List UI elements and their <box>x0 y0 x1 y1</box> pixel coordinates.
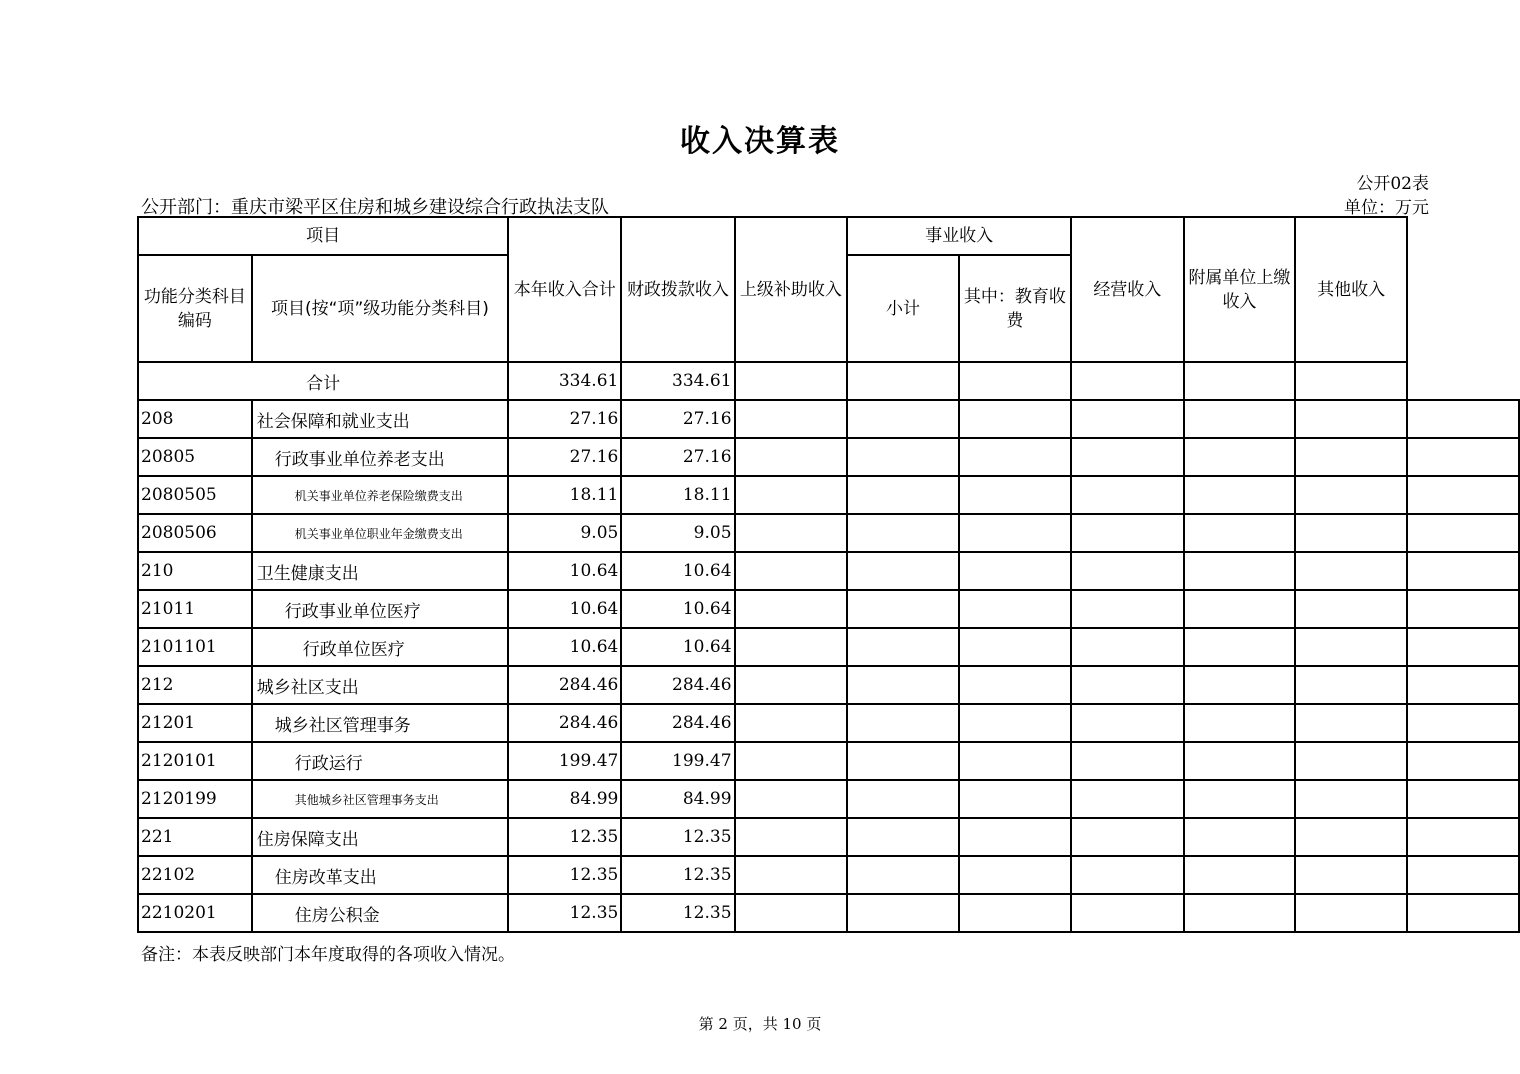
empty-cell <box>1071 514 1184 552</box>
empty-cell <box>1295 628 1407 666</box>
empty-cell <box>735 552 848 590</box>
empty-cell <box>959 400 1071 438</box>
row-fiscal: 10.64 <box>621 628 734 666</box>
page-title: 收入决算表 <box>680 124 840 159</box>
empty-cell <box>847 552 959 590</box>
empty-cell <box>1407 894 1519 932</box>
table-row <box>138 704 1519 742</box>
header-other: 其他收入 <box>1295 217 1407 362</box>
empty-cell <box>847 400 959 438</box>
empty-cell <box>1407 590 1519 628</box>
empty-cell <box>1071 666 1184 704</box>
empty-cell <box>1295 780 1407 818</box>
row-fiscal: 27.16 <box>621 400 734 438</box>
empty-cell <box>735 742 848 780</box>
row-name: 城乡社区管理事务 <box>252 704 508 742</box>
empty-cell <box>1295 400 1407 438</box>
empty-cell <box>1407 514 1519 552</box>
empty-cell <box>1184 856 1296 894</box>
empty-cell <box>847 438 959 476</box>
empty-cell <box>847 590 959 628</box>
row-code: 2080506 <box>138 514 252 552</box>
row-total: 284.46 <box>508 704 621 742</box>
unit-label: 单位：万元 <box>1344 198 1429 218</box>
page-footer: 第 2 页，共 10 页 <box>698 1015 822 1033</box>
row-code: 2210201 <box>138 894 252 932</box>
empty-cell <box>1071 476 1184 514</box>
table-row <box>138 552 1519 590</box>
row-name: 行政运行 <box>252 742 508 780</box>
table-row <box>138 818 1519 856</box>
row-fiscal: 284.46 <box>621 704 734 742</box>
header-affiliated: 附属单位上缴收入 <box>1184 217 1296 362</box>
table-note: 备注：本表反映部门本年度取得的各项收入情况。 <box>141 945 515 965</box>
row-fiscal: 12.35 <box>621 856 734 894</box>
empty-cell <box>1407 780 1519 818</box>
empty-cell <box>959 894 1071 932</box>
row-total: 12.35 <box>508 894 621 932</box>
table-row <box>138 400 1519 438</box>
empty-cell <box>847 894 959 932</box>
row-code: 2080505 <box>138 476 252 514</box>
empty-cell <box>1071 362 1184 400</box>
empty-cell <box>1184 666 1296 704</box>
total-row-label: 合计 <box>138 362 508 400</box>
row-name: 卫生健康支出 <box>252 552 508 590</box>
empty-cell <box>1071 742 1184 780</box>
row-fiscal: 284.46 <box>621 666 734 704</box>
row-name: 行政事业单位养老支出 <box>252 438 508 476</box>
table-row <box>138 628 1519 666</box>
row-code: 208 <box>138 400 252 438</box>
table-row <box>138 894 1519 932</box>
empty-cell <box>1407 704 1519 742</box>
empty-cell <box>1184 476 1296 514</box>
empty-cell <box>1071 590 1184 628</box>
empty-cell <box>1295 476 1407 514</box>
row-fiscal: 12.35 <box>621 818 734 856</box>
empty-cell <box>1071 818 1184 856</box>
table-row <box>138 856 1519 894</box>
header-operating: 经营收入 <box>1071 217 1184 362</box>
empty-cell <box>735 362 848 400</box>
empty-cell <box>735 476 848 514</box>
empty-cell <box>735 818 848 856</box>
empty-cell <box>1071 894 1184 932</box>
row-fiscal: 27.16 <box>621 438 734 476</box>
empty-cell <box>1184 704 1296 742</box>
row-total: 84.99 <box>508 780 621 818</box>
empty-cell <box>847 780 959 818</box>
empty-cell <box>735 666 848 704</box>
header-item: 项目 <box>138 217 508 255</box>
empty-cell <box>1071 552 1184 590</box>
empty-cell <box>1184 894 1296 932</box>
empty-cell <box>847 742 959 780</box>
row-total: 27.16 <box>508 400 621 438</box>
row-fiscal: 199.47 <box>621 742 734 780</box>
empty-cell <box>1295 552 1407 590</box>
table-row <box>138 742 1519 780</box>
header-fiscal: 财政拨款收入 <box>621 217 734 362</box>
row-name: 住房改革支出 <box>252 856 508 894</box>
row-total: 27.16 <box>508 438 621 476</box>
row-code: 221 <box>138 818 252 856</box>
empty-cell <box>1407 400 1519 438</box>
empty-cell <box>1184 438 1296 476</box>
row-name: 住房保障支出 <box>252 818 508 856</box>
row-fiscal: 18.11 <box>621 476 734 514</box>
row-name: 行政事业单位医疗 <box>252 590 508 628</box>
empty-cell <box>1071 856 1184 894</box>
department-label: 公开部门：重庆市梁平区住房和城乡建设综合行政执法支队 <box>141 197 609 218</box>
row-name: 机关事业单位职业年金缴费支出 <box>252 514 508 552</box>
empty-cell <box>959 666 1071 704</box>
empty-cell <box>1295 894 1407 932</box>
empty-cell <box>1184 362 1296 400</box>
empty-cell <box>1295 818 1407 856</box>
empty-cell <box>735 894 848 932</box>
empty-cell <box>959 552 1071 590</box>
income-table <box>137 216 1520 933</box>
row-fiscal: 10.64 <box>621 590 734 628</box>
empty-cell <box>1071 628 1184 666</box>
empty-cell <box>959 780 1071 818</box>
row-code: 21201 <box>138 704 252 742</box>
header-edu-fee: 其中：教育收费 <box>959 255 1071 362</box>
empty-cell <box>735 704 848 742</box>
empty-cell <box>959 818 1071 856</box>
empty-cell <box>959 742 1071 780</box>
empty-cell <box>1407 742 1519 780</box>
empty-cell <box>959 856 1071 894</box>
row-code: 2120199 <box>138 780 252 818</box>
empty-cell <box>1184 552 1296 590</box>
header-func-name: 项目(按“项”级功能分类科目) <box>252 255 508 362</box>
empty-cell <box>1184 590 1296 628</box>
empty-cell <box>847 476 959 514</box>
total-row-total: 334.61 <box>508 362 621 400</box>
row-code: 2101101 <box>138 628 252 666</box>
empty-cell <box>1407 666 1519 704</box>
empty-cell <box>1295 590 1407 628</box>
row-code: 210 <box>138 552 252 590</box>
header-business-income: 事业收入 <box>847 217 1071 255</box>
header-subtotal: 小计 <box>847 255 959 362</box>
row-code: 22102 <box>138 856 252 894</box>
empty-cell <box>1295 514 1407 552</box>
row-name: 行政单位医疗 <box>252 628 508 666</box>
empty-cell <box>847 818 959 856</box>
empty-cell <box>847 514 959 552</box>
empty-cell <box>1407 438 1519 476</box>
table-row <box>138 514 1519 552</box>
empty-cell <box>1295 704 1407 742</box>
table-row <box>138 666 1519 704</box>
empty-cell <box>1407 856 1519 894</box>
table-row <box>138 438 1519 476</box>
empty-cell <box>847 666 959 704</box>
row-code: 2120101 <box>138 742 252 780</box>
empty-cell <box>735 514 848 552</box>
row-name: 住房公积金 <box>252 894 508 932</box>
header-superior-subsidy: 上级补助收入 <box>735 217 848 362</box>
empty-cell <box>1407 552 1519 590</box>
row-name: 机关事业单位养老保险缴费支出 <box>252 476 508 514</box>
empty-cell <box>1071 704 1184 742</box>
header-func-code: 功能分类科目编码 <box>138 255 252 362</box>
row-code: 20805 <box>138 438 252 476</box>
empty-cell <box>847 628 959 666</box>
empty-cell <box>847 362 959 400</box>
header-total-income: 本年收入合计 <box>508 217 621 362</box>
row-total: 10.64 <box>508 590 621 628</box>
empty-cell <box>1071 780 1184 818</box>
empty-cell <box>735 400 848 438</box>
empty-cell <box>959 514 1071 552</box>
empty-cell <box>847 704 959 742</box>
row-name: 社会保障和就业支出 <box>252 400 508 438</box>
empty-cell <box>1295 438 1407 476</box>
empty-cell <box>959 590 1071 628</box>
empty-cell <box>1295 742 1407 780</box>
empty-cell <box>959 476 1071 514</box>
empty-cell <box>735 856 848 894</box>
row-code: 212 <box>138 666 252 704</box>
row-fiscal: 10.64 <box>621 552 734 590</box>
empty-cell <box>847 856 959 894</box>
empty-cell <box>735 438 848 476</box>
empty-cell <box>735 590 848 628</box>
row-fiscal: 12.35 <box>621 894 734 932</box>
empty-cell <box>959 438 1071 476</box>
empty-cell <box>1071 400 1184 438</box>
row-name: 其他城乡社区管理事务支出 <box>252 780 508 818</box>
empty-cell <box>1184 514 1296 552</box>
table-row <box>138 780 1519 818</box>
total-row-fiscal: 334.61 <box>621 362 734 400</box>
row-name: 城乡社区支出 <box>252 666 508 704</box>
empty-cell <box>1184 400 1296 438</box>
empty-cell <box>959 704 1071 742</box>
empty-cell <box>735 780 848 818</box>
empty-cell <box>735 628 848 666</box>
empty-cell <box>1184 780 1296 818</box>
empty-cell <box>1071 438 1184 476</box>
row-total: 10.64 <box>508 552 621 590</box>
row-total: 199.47 <box>508 742 621 780</box>
row-fiscal: 9.05 <box>621 514 734 552</box>
table-row <box>138 476 1519 514</box>
empty-cell <box>1184 628 1296 666</box>
empty-cell <box>1295 856 1407 894</box>
empty-cell <box>1295 666 1407 704</box>
empty-cell <box>1407 628 1519 666</box>
table-row <box>138 590 1519 628</box>
row-total: 10.64 <box>508 628 621 666</box>
empty-cell <box>1184 742 1296 780</box>
row-total: 9.05 <box>508 514 621 552</box>
empty-cell <box>1295 362 1407 400</box>
empty-cell <box>1184 818 1296 856</box>
row-total: 18.11 <box>508 476 621 514</box>
row-total: 12.35 <box>508 818 621 856</box>
row-total: 284.46 <box>508 666 621 704</box>
empty-cell <box>1407 476 1519 514</box>
empty-cell <box>959 362 1071 400</box>
form-number: 公开02表 <box>1356 174 1429 194</box>
empty-cell <box>959 628 1071 666</box>
row-code: 21011 <box>138 590 252 628</box>
empty-cell <box>1407 818 1519 856</box>
row-total: 12.35 <box>508 856 621 894</box>
row-fiscal: 84.99 <box>621 780 734 818</box>
